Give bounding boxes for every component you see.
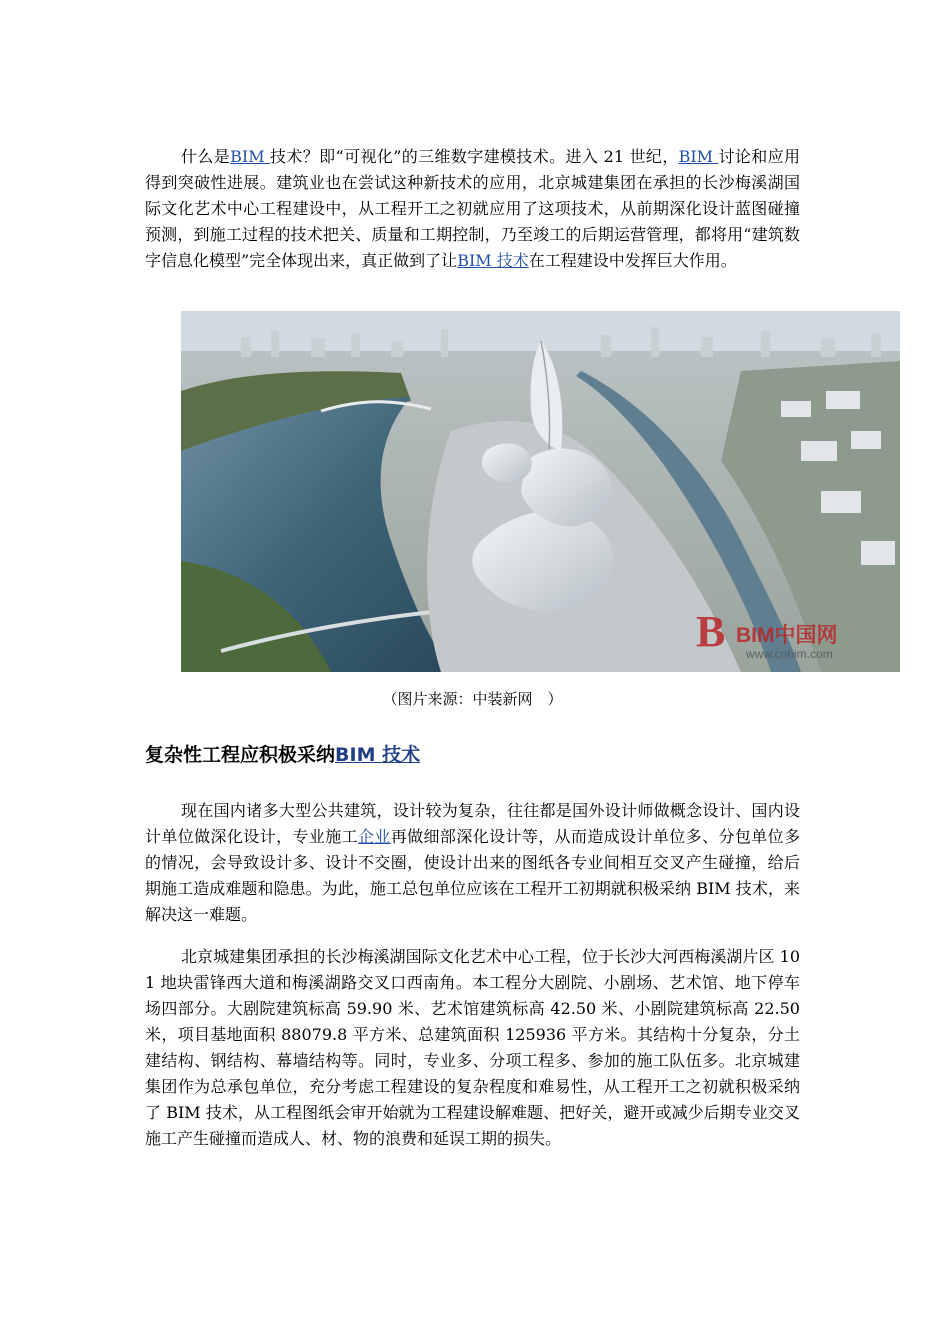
watermark-logo	[696, 607, 725, 656]
svg-text:B: B	[696, 607, 726, 656]
para2-text-2: 再做细部深化设计等，从而造成设计单位多、分包单位多的情况，会导致设计多、设计不交圈，使设计出来的图纸各专业间相互交叉产生碰撞，给后期施工造成难题和隐患。为此，施工总包单位应该在工程开工初期就积极采纳 BIM 技术，来解决这一难题。	[145, 827, 800, 924]
section-heading-link[interactable]: BIM 技术	[335, 744, 421, 766]
intro-text-1: 什么是	[181, 147, 231, 166]
intro-paragraph	[145, 144, 800, 274]
project-paragraph: 北京城建集团承担的长沙梅溪湖国际文化艺术中心工程，位于长沙大河西梅溪湖片区 101 地块雷锋西大道和梅溪湖路交叉口西南角。本工程分大剧院、小剧场、艺术馆、地下停车场四部分。大剧院建筑标高 59.90 米、艺术馆建筑标高 42.50 米、小剧院建筑标高 22.50 米，项目基地面积 88079.8 平方米、总建筑面积 125936 平方米。其结构十分复杂，分土建结构、钢结构、幕墙结构等。同时，专业多、分项工程多、参加的施工队伍多。北京城建集团作为总承包单位，充分考虑工程建设的复杂程度和难易性，从工程开工之初就积极采纳了 BIM 技术，从工程图纸会审开始就为工程建设解难题、把好关，避开或减少后期专业交叉施工产生碰撞而造成人、材、物的浪费和延误工期的损失。	[145, 947, 800, 1148]
watermark-brand: BIM中国网	[736, 624, 838, 647]
section-heading	[145, 740, 800, 770]
intro-text-4: 在工程建设中发挥巨大作用。	[528, 251, 737, 270]
intro-text-3: 讨论和应用得到突破性进展。建筑业也在尝试这种新技术的应用，北京城建集团在承担的长沙梅溪湖国际文化艺术中心工程建设中，从工程开工之初就应用了这项技术，从前期深化设计蓝图碰撞预测，到施工过程的技术把关、质量和工期控制，乃至竣工的后期运营管理，都将用“建筑数字信息化模型”完全体现出来，真正做到了让	[145, 147, 800, 270]
bim-link-2[interactable]: BIM	[678, 147, 719, 166]
architecture-rendering-image	[181, 311, 900, 672]
section-heading-text: 复杂性工程应积极采纳	[145, 744, 336, 766]
image-caption: （图片来源：中装新网 ）	[382, 690, 563, 708]
enterprise-link[interactable]: 企业	[358, 827, 391, 846]
watermark-url: www.cnbim.com	[746, 647, 833, 661]
bim-tech-link[interactable]: BIM 技术	[457, 251, 529, 270]
para2-text-1: 现在国内诸多大型公共建筑，设计较为复杂，往往都是国外设计师做概念设计、国内设计单位做深化设计，专业施工	[145, 801, 800, 846]
complexity-paragraph	[145, 798, 800, 928]
bim-link-1[interactable]: BIM	[230, 147, 271, 166]
intro-text-2: 技术？即“可视化”的三维数字建模技术。进入 21 世纪，	[270, 147, 679, 166]
